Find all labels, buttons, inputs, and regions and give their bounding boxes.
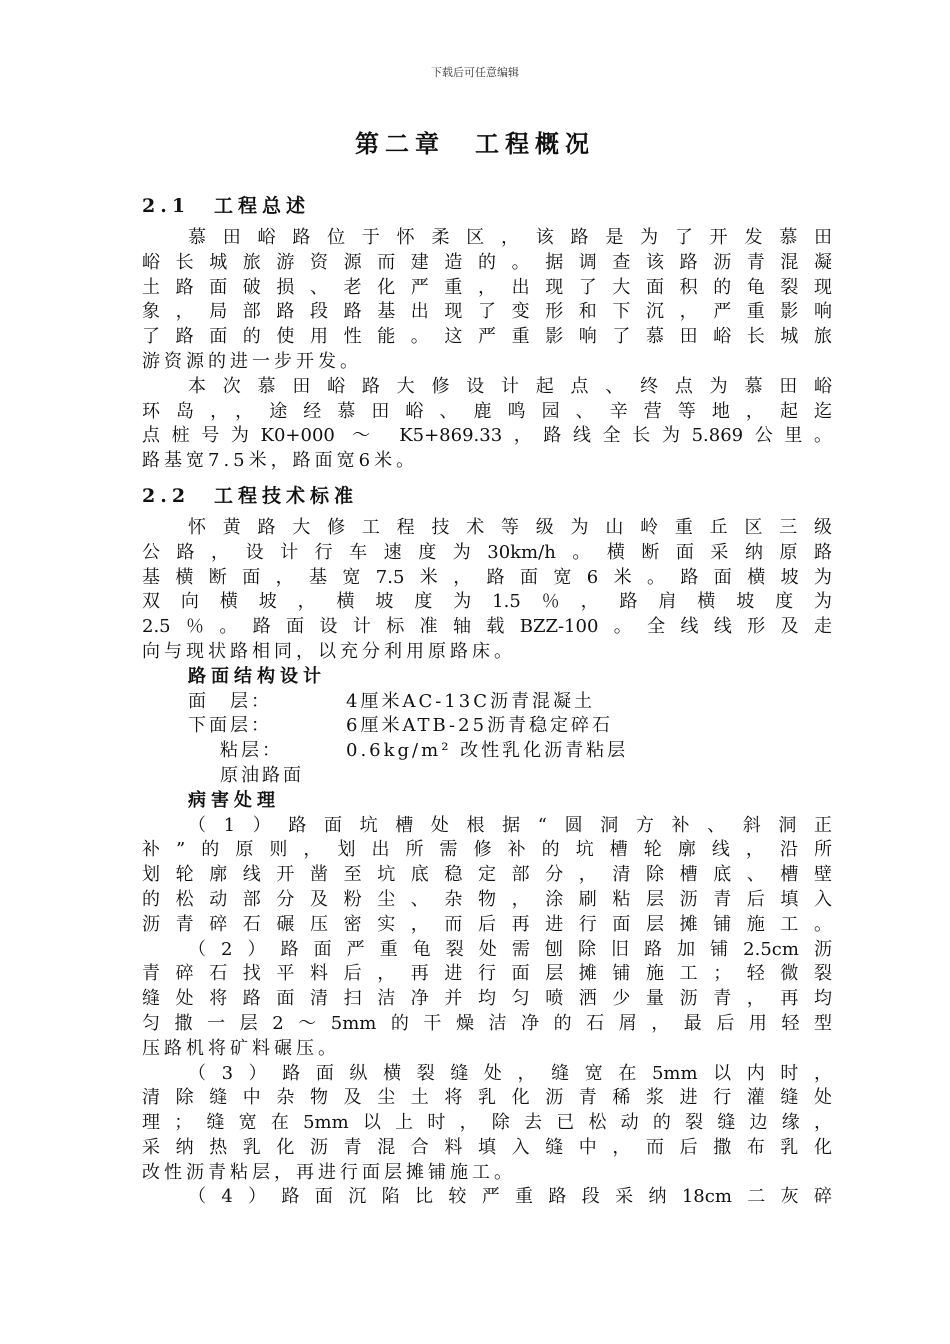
structure-label: 下面层： bbox=[188, 715, 272, 737]
paragraph-line: 双向横坡，横坡度为1.5％，路肩横坡度为 bbox=[142, 591, 832, 613]
paragraph-line: 怀黄路大修工程技术等级为山岭重丘区三级 bbox=[188, 516, 832, 538]
paragraph-line: 公路，设计行车速度为30km/h。横断面采纳原路 bbox=[142, 541, 832, 563]
paragraph-line: 慕田峪路位于怀柔区，该路是为了开发慕田 bbox=[188, 227, 832, 248]
paragraph-line: 补”的原则，划出所需修补的坑槽轮廓线，沿所 bbox=[142, 839, 832, 861]
paragraph-line: 的松动部分及粉尘、杂物，涂刷粘层沥青后填入 bbox=[142, 888, 832, 910]
structure-value: 0.6kg/m² 改性乳化沥青粘层 bbox=[346, 740, 629, 762]
paragraph-line: 改性沥青粘层，再进行面层摊铺施工。 bbox=[142, 1161, 516, 1183]
paragraph-line: 向与现状路相同，以充分利用原路床。 bbox=[142, 640, 516, 662]
paragraph-line: （4）路面沉陷比较严重路段采纳18cm二灰碎 bbox=[188, 1186, 832, 1208]
paragraph-line: 青碎石找平料后，再进行面层摊铺施工；轻微裂 bbox=[142, 963, 832, 985]
paragraph-line: 2.5％。路面设计标准轴载BZZ-100。全线线形及走 bbox=[142, 616, 832, 638]
paragraph-line: 了路面的使用性能。这严重影响了慕田峪长城旅 bbox=[142, 326, 832, 348]
structure-row bbox=[142, 739, 832, 764]
paragraph-line: 游资源的进一步开发。 bbox=[142, 350, 362, 372]
subheading-disease-treatment: 病害处理 bbox=[188, 789, 280, 811]
paragraph-line: 清除缝中杂物及尘土将乳化沥青稀浆进行灌缝处 bbox=[142, 1087, 832, 1109]
paragraph-line: 象，局部路段路基出现了变形和下沉，严重影响 bbox=[142, 301, 832, 323]
paragraph-line: 理；缝宽在5mm以上时，除去已松动的裂缝边缘， bbox=[142, 1112, 832, 1134]
page-header: 下载后可任意编辑 bbox=[431, 66, 519, 79]
structure-label: 原油路面 bbox=[220, 764, 304, 786]
paragraph-line: 缝处将路面清扫洁净并均匀喷洒少量沥青，再均 bbox=[142, 988, 832, 1010]
chapter-title: 第二章 工程概况 bbox=[355, 129, 595, 158]
paragraph-line: （2）路面严重龟裂处需刨除旧路加铺2.5cm沥 bbox=[188, 938, 832, 960]
paragraph-line: 峪长城旅游资源而建造的。据调查该路沥青混凝 bbox=[142, 251, 832, 273]
paragraph-line: 环岛，，途经慕田峪、鹿鸣园、辛营等地，起迄 bbox=[142, 400, 832, 422]
structure-row bbox=[142, 690, 832, 715]
structure-label: 粘层： bbox=[220, 740, 283, 762]
section-heading-overview: 2.1 工程总述 bbox=[142, 195, 311, 217]
paragraph-line: 点桩号为K0+000 ～ K5+869.33，路线全长为5.869公里。 bbox=[142, 425, 832, 447]
structure-value: 4厘米AC-13C沥青混凝土 bbox=[346, 690, 595, 712]
structure-row bbox=[142, 714, 832, 739]
paragraph-line: 土路面破损、老化严重，出现了大面积的龟裂现 bbox=[142, 276, 832, 298]
paragraph-line: 路基宽7.5米，路面宽6米。 bbox=[142, 450, 419, 472]
section-heading-standards: 2.2 工程技术标准 bbox=[142, 484, 359, 507]
paragraph-line: 沥青碎石碾压密实，而后再进行面层摊铺施工。 bbox=[142, 913, 832, 935]
document-body bbox=[142, 190, 832, 1210]
paragraph-line: 基横断面，基宽7.5米，路面宽6米。路面横坡为 bbox=[142, 566, 832, 588]
paragraph-line: （3）路面纵横裂缝处，缝宽在5mm以内时， bbox=[188, 1062, 832, 1084]
structure-row bbox=[142, 764, 832, 789]
structure-value: 6厘米ATB-25沥青稳定碎石 bbox=[346, 715, 614, 737]
paragraph-line: 匀撒一层2～5mm的干燥洁净的石屑，最后用轻型 bbox=[142, 1012, 832, 1034]
structure-label: 面 层： bbox=[188, 690, 272, 712]
paragraph-line: 划轮廓线开凿至坑底稳定部分，清除槽底、槽壁 bbox=[142, 864, 832, 886]
paragraph-line: 压路机将矿料碾压。 bbox=[142, 1037, 340, 1059]
paragraph-line: 本次慕田峪路大修设计起点、终点为慕田峪 bbox=[188, 375, 832, 397]
subheading-pavement-structure: 路面结构设计 bbox=[188, 665, 326, 687]
paragraph-line: （1）路面坑槽处根据“圆洞方补、斜洞正 bbox=[188, 814, 832, 836]
paragraph-line: 采纳热乳化沥青混合料填入缝中，而后撒布乳化 bbox=[142, 1136, 832, 1158]
